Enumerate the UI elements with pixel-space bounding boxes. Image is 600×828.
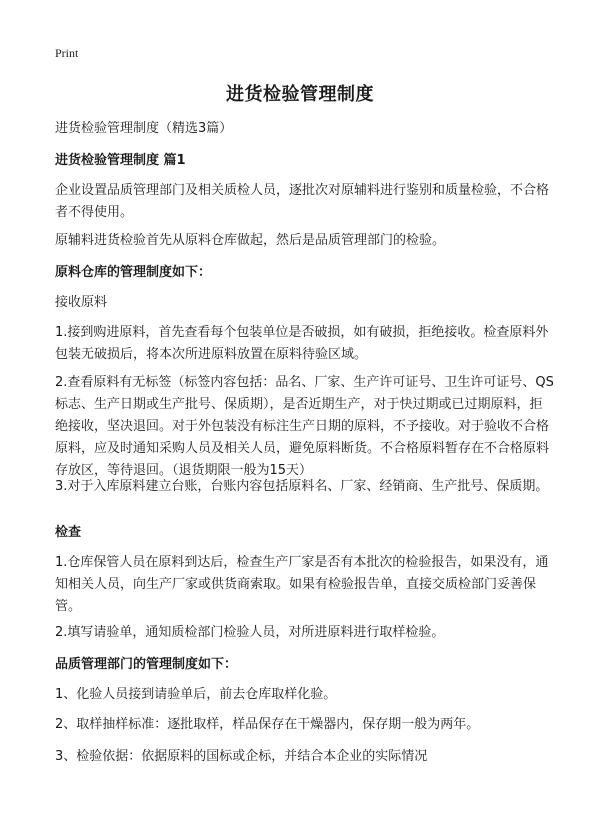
check-item-1: 1.仓库保管人员在原料到达后，检查生产厂家是否有本批次的检验报告，如果没有，通知相关人员，向生产厂家或供货商索取。如果有检验报告单，直接交质检部门妥善保管。 <box>55 555 549 614</box>
check-heading: 检查 <box>55 525 82 540</box>
document-title: 进货检验管理制度 <box>226 84 374 105</box>
warehouse-item-1: 1.接到购进原料，首先查看每个包装单位是否破损，如有破损，拒绝接收。检查原料外包装无破损后，将本次所进原料放置在原料待验区域。 <box>55 325 549 362</box>
qc-item-2: 2、取样抽样标准：逐批取样，样品保存在干燥器内，保存期一般为两年。 <box>55 717 480 732</box>
qc-heading: 品质管理部门的管理制度如下： <box>55 657 238 672</box>
warehouse-heading: 原料仓库的管理制度如下： <box>55 265 212 280</box>
warehouse-item-3: 3.对于入库原料建立台账，台账内容包括原料名、厂家、经销商、生产批号、保质期。 <box>55 479 549 494</box>
section1-heading: 进货检验管理制度 篇1 <box>55 153 186 168</box>
receive-label: 接收原料 <box>55 295 108 310</box>
warehouse-item-2: 2.查看原料有无标签（标签内容包括：品名、厂家、生产许可证号、卫生许可证号、QS标志、生产日期或生产批号、保质期），是否近期生产，对于快过期或已过期原料，拒绝接收，坚决退回。对于外包装没有标注生产日期的原料，不予接收。对于验收不合格原料，应及时通知采购人员及相关人员，避免原料断货。不合格原料暂存在不合格原料存放区，等待退回。（退货期限一般为15天） <box>55 375 554 478</box>
check-item-2: 2.填写请验单，通知质检部门检验人员，对所进原料进行取样检验。 <box>55 625 445 640</box>
print-label: Print <box>55 46 79 60</box>
document-subtitle: 进货检验管理制度（精选3篇） <box>55 121 233 136</box>
qc-item-3: 3、检验依据：依据原料的国标或企标，并结合本企业的实际情况 <box>55 749 428 764</box>
paragraph-1: 企业设置品质管理部门及相关质检人员，逐批次对原辅料进行鉴别和质量检验，不合格者不得使用。 <box>55 183 550 220</box>
paragraph-2: 原辅料进货检验首先从原料仓库做起，然后是品质管理部门的检验。 <box>55 233 446 248</box>
qc-item-1: 1、化验人员接到请验单后，前去仓库取样化验。 <box>55 687 337 702</box>
